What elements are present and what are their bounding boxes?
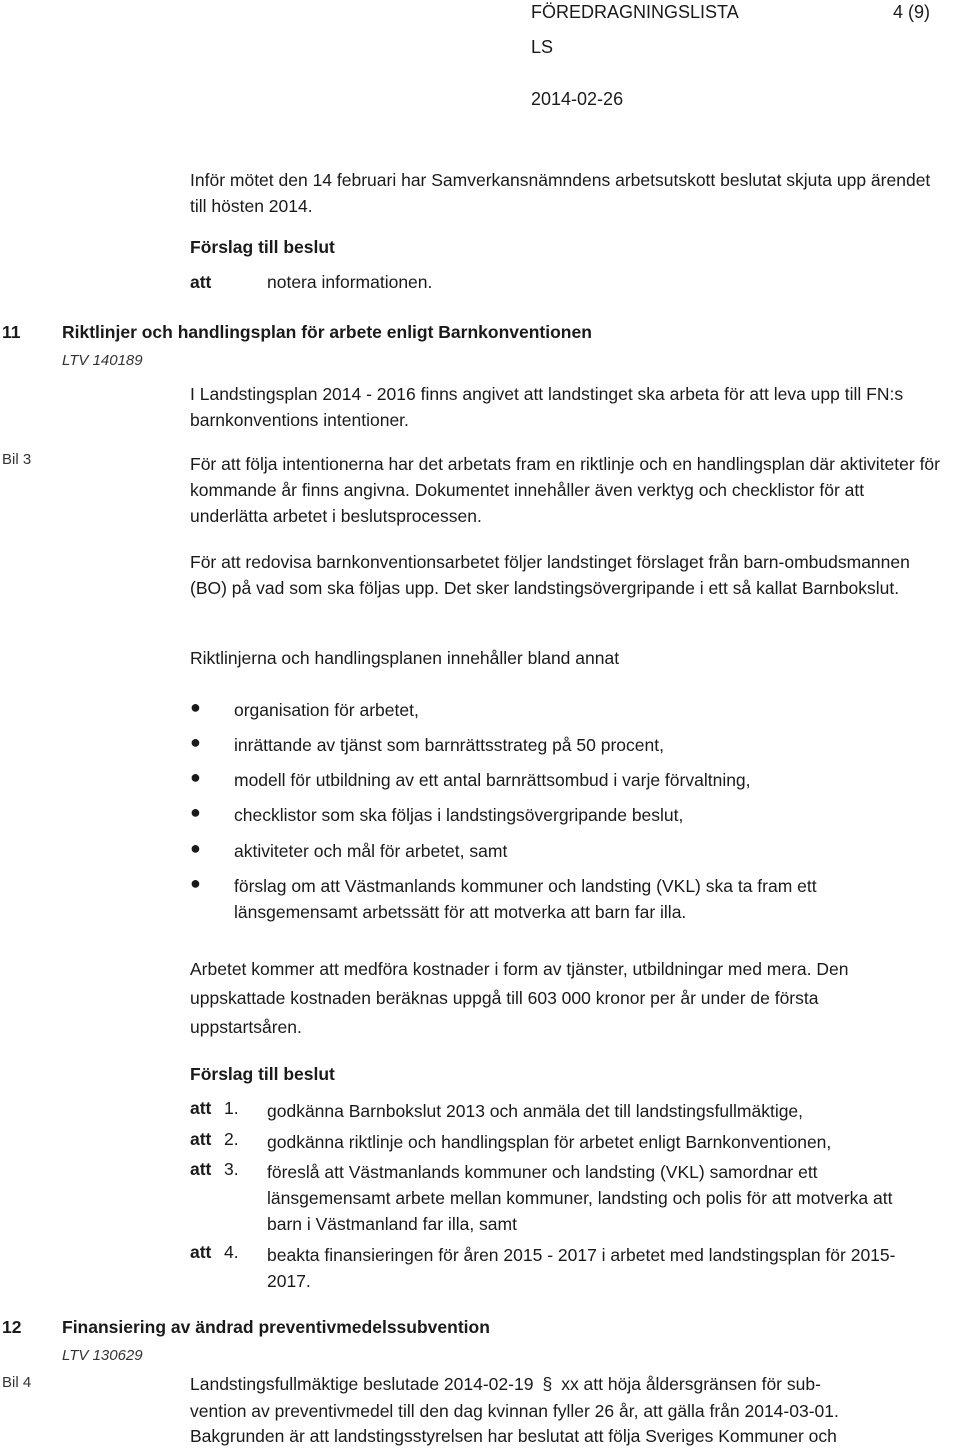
attachment-label: Bil 3: [2, 451, 32, 468]
att-label: att: [190, 1159, 212, 1179]
document-code: LS: [531, 37, 554, 57]
item-paragraph-line: Bakgrunden är att landstingsstyrelsen har beslutat att följa Sveriges Kommuner och: [190, 1426, 837, 1446]
item-reference: LTV 140189: [62, 352, 143, 369]
item-paragraph-line: [190, 1374, 821, 1395]
list-intro: Riktlinjerna och handlingsplanen innehåller bland annat: [190, 648, 620, 668]
att-label: att: [190, 272, 212, 292]
item-paragraph: För att följa intentionerna har det arbetats fram en riktlinje och en handlingsplan där aktiviteter för kommande år finns angivna. Dokumentet innehåller även verktyg och checklistor för att underlätta arbetet i beslutsprocessen.: [190, 454, 940, 526]
decision-number: 2.: [224, 1129, 239, 1149]
proposal-text: notera informationen.: [267, 272, 433, 292]
item-number: 11: [2, 322, 21, 342]
decision-number: 1.: [224, 1098, 239, 1118]
document-title: FÖREDRAGNINGSLISTA: [531, 2, 739, 22]
list-item-text: checklistor som ska följas i landstingsövergripande beslut,: [234, 805, 684, 825]
att-label: att: [190, 1129, 212, 1149]
document-date: 2014-02-26: [531, 89, 624, 109]
item-paragraph: I Landstingsplan 2014 - 2016 finns angivet att landstinget ska arbeta för att leva upp till FN:s barnkonventions intentioner.: [190, 384, 904, 430]
proposal-heading: Förslag till beslut: [190, 237, 335, 257]
bullet-icon: ●: [190, 838, 201, 858]
item-paragraph: För att redovisa barnkonventionsarbetet följer landstinget förslaget från barn-ombudsmannen (BO) på vad som ska följas upp. Det sker landstingsövergripande i ett så kallat Barnbokslut.: [190, 552, 910, 598]
bullet-icon: ●: [190, 873, 201, 893]
item-reference: LTV 130629: [62, 1347, 143, 1364]
decision-number: 3.: [224, 1159, 239, 1179]
item-paragraph-line: vention av preventivmedel till den dag kvinnan fyller 26 år, att gälla från 2014-03-01.: [190, 1401, 839, 1421]
item-paragraph: Arbetet kommer att medföra kostnader i form av tjänster, utbildningar med mera. Den uppskattade kostnaden beräknas uppgå till 603 000 kronor per år under de första uppstartsåren.: [190, 959, 849, 1037]
att-label: att: [190, 1242, 212, 1262]
att-label: att: [190, 1098, 212, 1118]
decision-text: godkänna riktlinje och handlingsplan för arbetet enligt Barnkonventionen,: [267, 1132, 832, 1152]
list-item-text: aktiviteter och mål för arbetet, samt: [234, 841, 508, 861]
list-item-text: organisation för arbetet,: [234, 700, 419, 720]
list-item-text: modell för utbildning av ett antal barnrättsombud i varje förvaltning,: [234, 770, 751, 790]
decision-text: beakta finansieringen för åren 2015 - 2017 i arbetet med landstingsplan för 2015- 2017.: [267, 1245, 896, 1291]
page-number: 4 (9): [893, 2, 931, 22]
item-paragraph-text: xx att höja åldersgränsen för sub-: [561, 1374, 821, 1394]
attachment-label: Bil 4: [2, 1374, 32, 1391]
bullet-icon: ●: [190, 697, 201, 717]
decision-text: föreslå att Västmanlands kommuner och landsting (VKL) samordnar ett länsgemensamt arbete mellan kommuner, landsting och polis för att motverka att barn i Västmanland far illa, samt: [267, 1162, 893, 1234]
decision-number: 4.: [224, 1242, 239, 1262]
proposal-heading: Förslag till beslut: [190, 1064, 335, 1084]
item-number: 12: [2, 1317, 22, 1337]
bullet-icon: ●: [190, 732, 201, 752]
item-paragraph-text: Landstingsfullmäktige beslutade 2014-02-19: [190, 1374, 534, 1394]
decision-text: godkänna Barnbokslut 2013 och anmäla det till landstingsfullmäktige,: [267, 1101, 804, 1121]
bullet-icon: ●: [190, 767, 201, 787]
intro-paragraph: Inför mötet den 14 februari har Samverkansnämndens arbetsutskott beslutat skjuta upp ärendet till hösten 2014.: [190, 170, 931, 216]
section-symbol: §: [542, 1374, 553, 1394]
item-title: Finansiering av ändrad preventivmedelssubvention: [62, 1317, 490, 1337]
item-title: Riktlinjer och handlingsplan för arbete enligt Barnkonventionen: [62, 322, 592, 342]
bullet-icon: ●: [190, 802, 201, 822]
list-item-text: förslag om att Västmanlands kommuner och landsting (VKL) ska ta fram ett länsgemensamt arbetssätt för att motverka att barn far illa.: [234, 876, 817, 922]
list-item-text: inrättande av tjänst som barnrättsstrateg på 50 procent,: [234, 735, 664, 755]
